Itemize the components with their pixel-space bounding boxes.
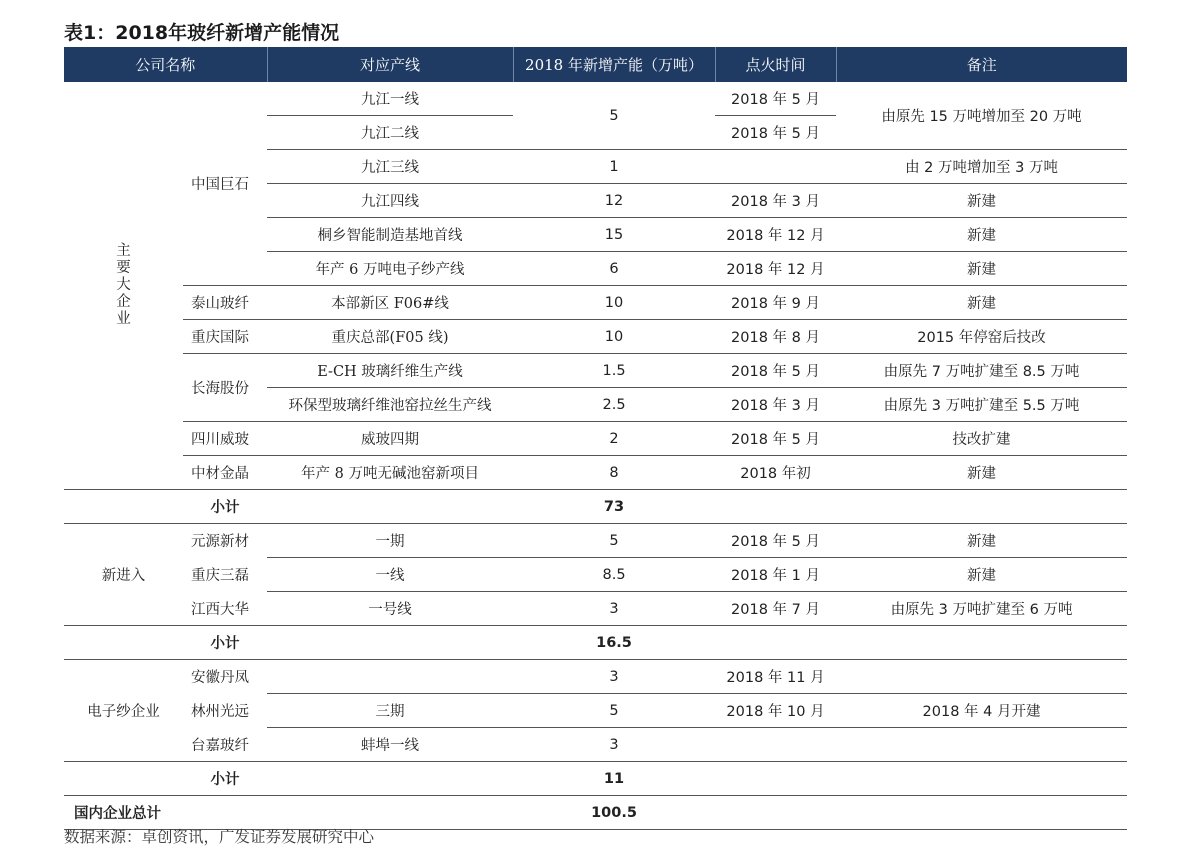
- company-name: 四川威玻: [183, 422, 267, 456]
- ignition-time: 2018 年初: [715, 456, 836, 490]
- ignition-time: 2018 年 5 月: [715, 354, 836, 388]
- note: 新建: [836, 184, 1127, 218]
- subtotal-row: [64, 490, 1127, 524]
- table-row: [64, 422, 1127, 456]
- group-label-new: 新进入: [64, 524, 183, 626]
- table-row: [64, 728, 1127, 762]
- capacity-value: 3: [513, 660, 715, 694]
- table-row: [64, 660, 1127, 694]
- capacity-value: 8.5: [513, 558, 715, 592]
- note: 新建: [836, 558, 1127, 592]
- note: 由原先 15 万吨增加至 20 万吨: [836, 82, 1127, 150]
- company-name: 中国巨石: [183, 82, 267, 286]
- header-company: 公司名称: [64, 47, 267, 82]
- company-name: 安徽丹凤: [183, 660, 267, 694]
- line-name: 九江四线: [267, 184, 513, 218]
- capacity-value: 10: [513, 286, 715, 320]
- line-name: E-CH 玻璃纤维生产线: [267, 354, 513, 388]
- line-name: 年产 8 万吨无碱池窑新项目: [267, 456, 513, 490]
- ignition-time: 2018 年 12 月: [715, 218, 836, 252]
- line-name: 桐乡智能制造基地首线: [267, 218, 513, 252]
- line-name: 一号线: [267, 592, 513, 626]
- capacity-value: 3: [513, 592, 715, 626]
- note: [836, 728, 1127, 762]
- note: 新建: [836, 218, 1127, 252]
- data-source-note: 数据来源：卓创资讯，广发证券发展研究中心: [64, 828, 375, 846]
- capacity-value: 2: [513, 422, 715, 456]
- line-name: 三期: [267, 694, 513, 728]
- line-name: 环保型玻璃纤维池窑拉丝生产线: [267, 388, 513, 422]
- ignition-time: 2018 年 5 月: [715, 422, 836, 456]
- note: 2018 年 4 月开建: [836, 694, 1127, 728]
- table-row: [64, 524, 1127, 558]
- line-name: 年产 6 万吨电子纱产线: [267, 252, 513, 286]
- table-row: [64, 82, 1127, 116]
- subtotal-label: 小计: [183, 626, 267, 660]
- line-name: 威玻四期: [267, 422, 513, 456]
- total-value: 100.5: [513, 796, 715, 830]
- header-note: 备注: [836, 47, 1127, 82]
- ignition-time: 2018 年 10 月: [715, 694, 836, 728]
- ignition-time: 2018 年 12 月: [715, 252, 836, 286]
- company-name: 重庆三磊: [183, 558, 267, 592]
- table-title: 表1：2018年玻纤新增产能情况: [64, 22, 340, 44]
- line-name: 一线: [267, 558, 513, 592]
- ignition-time: 2018 年 3 月: [715, 184, 836, 218]
- note: 新建: [836, 524, 1127, 558]
- subtotal-label: 小计: [183, 490, 267, 524]
- capacity-value: 5: [513, 82, 715, 150]
- note: 新建: [836, 286, 1127, 320]
- capacity-value: 8: [513, 456, 715, 490]
- line-name: 蚌埠一线: [267, 728, 513, 762]
- capacity-value: 12: [513, 184, 715, 218]
- note: 新建: [836, 252, 1127, 286]
- subtotal-label: 小计: [183, 762, 267, 796]
- header-capacity: 2018 年新增产能（万吨）: [513, 47, 715, 82]
- company-name: 重庆国际: [183, 320, 267, 354]
- table-row: [64, 354, 1127, 388]
- ignition-time: 2018 年 7 月: [715, 592, 836, 626]
- table-row: [64, 286, 1127, 320]
- note: 由 2 万吨增加至 3 万吨: [836, 150, 1127, 184]
- company-name: 泰山玻纤: [183, 286, 267, 320]
- note: 2015 年停窑后技改: [836, 320, 1127, 354]
- note: 新建: [836, 456, 1127, 490]
- total-label: 国内企业总计: [64, 796, 267, 830]
- capacity-value: 1.5: [513, 354, 715, 388]
- ignition-time: 2018 年 5 月: [715, 524, 836, 558]
- header-row: [64, 47, 1127, 82]
- line-name: 本部新区 F06#线: [267, 286, 513, 320]
- capacity-value: 5: [513, 524, 715, 558]
- line-name: 九江三线: [267, 150, 513, 184]
- ignition-time: 2018 年 5 月: [715, 82, 836, 116]
- subtotal-value: 11: [513, 762, 715, 796]
- table-row: [64, 558, 1127, 592]
- line-name: [267, 660, 513, 694]
- subtotal-value: 73: [513, 490, 715, 524]
- capacity-table: [64, 47, 1127, 830]
- ignition-time: 2018 年 9 月: [715, 286, 836, 320]
- company-name: 长海股份: [183, 354, 267, 422]
- subtotal-row: [64, 762, 1127, 796]
- capacity-value: 2.5: [513, 388, 715, 422]
- group-label-yarn: 电子纱企业: [64, 660, 183, 762]
- note: 由原先 3 万吨扩建至 6 万吨: [836, 592, 1127, 626]
- subtotal-value: 16.5: [513, 626, 715, 660]
- capacity-value: 1: [513, 150, 715, 184]
- company-name: 江西大华: [183, 592, 267, 626]
- ignition-time: 2018 年 5 月: [715, 116, 836, 150]
- ignition-time: 2018 年 8 月: [715, 320, 836, 354]
- company-name: 中材金晶: [183, 456, 267, 490]
- header-ignition-time: 点火时间: [715, 47, 836, 82]
- capacity-value: 15: [513, 218, 715, 252]
- ignition-time: 2018 年 3 月: [715, 388, 836, 422]
- table-row: [64, 320, 1127, 354]
- line-name: 九江一线: [267, 82, 513, 116]
- ignition-time: 2018 年 1 月: [715, 558, 836, 592]
- table-row: [64, 456, 1127, 490]
- company-name: 台嘉玻纤: [183, 728, 267, 762]
- note: 由原先 3 万吨扩建至 5.5 万吨: [836, 388, 1127, 422]
- line-name: 九江二线: [267, 116, 513, 150]
- note: 技改扩建: [836, 422, 1127, 456]
- header-line: 对应产线: [267, 47, 513, 82]
- ignition-time: [715, 728, 836, 762]
- capacity-value: 6: [513, 252, 715, 286]
- capacity-value: 10: [513, 320, 715, 354]
- note: [836, 660, 1127, 694]
- note: 由原先 7 万吨扩建至 8.5 万吨: [836, 354, 1127, 388]
- table-row: [64, 592, 1127, 626]
- ignition-time: [715, 150, 836, 184]
- capacity-value: 3: [513, 728, 715, 762]
- table-row: [64, 694, 1127, 728]
- group-label-major: 主要大企业: [64, 82, 183, 490]
- ignition-time: 2018 年 11 月: [715, 660, 836, 694]
- company-name: 元源新材: [183, 524, 267, 558]
- line-name: 重庆总部(F05 线): [267, 320, 513, 354]
- subtotal-row: [64, 626, 1127, 660]
- company-name: 林州光远: [183, 694, 267, 728]
- line-name: 一期: [267, 524, 513, 558]
- capacity-value: 5: [513, 694, 715, 728]
